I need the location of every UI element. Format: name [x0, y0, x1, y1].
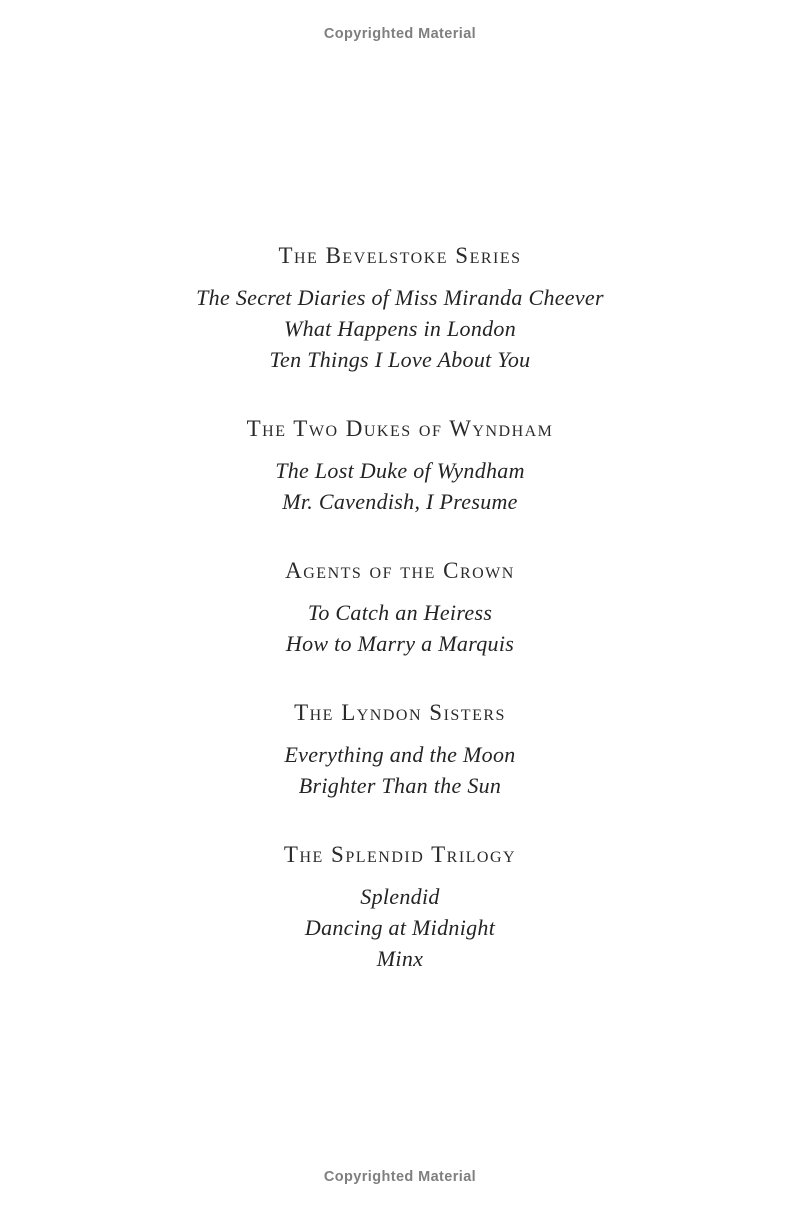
copyright-watermark-top: Copyrighted Material [323, 26, 477, 42]
series-title: The Two Dukes of Wyndham [246, 416, 554, 441]
book-title: The Secret Diaries of Miss Miranda Cheever [196, 285, 604, 310]
book-title: The Lost Duke of Wyndham [275, 458, 525, 483]
series-book-list [0, 240, 800, 1012]
series-title: Agents of the Crown [285, 558, 515, 583]
series-section [0, 413, 800, 517]
series-section [0, 555, 800, 659]
copyright-watermark-bottom: Copyrighted Material [323, 1169, 477, 1185]
book-title: How to Marry a Marquis [285, 631, 515, 656]
book-title: Brighter Than the Sun [298, 773, 502, 798]
book-title: Splendid [360, 884, 440, 909]
book-title: Everything and the Moon [284, 742, 516, 767]
series-section [0, 240, 800, 375]
series-title: The Lyndon Sisters [294, 700, 506, 725]
series-title: The Splendid Trilogy [283, 842, 517, 867]
series-title: The Bevelstoke Series [278, 243, 522, 268]
series-section [0, 839, 800, 974]
book-title: What Happens in London [283, 316, 517, 341]
series-section [0, 697, 800, 801]
book-title: To Catch an Heiress [307, 600, 493, 625]
book-title: Ten Things I Love About You [269, 347, 531, 372]
book-title: Dancing at Midnight [304, 915, 496, 940]
book-title: Mr. Cavendish, I Presume [282, 489, 518, 514]
book-title: Minx [376, 946, 424, 971]
